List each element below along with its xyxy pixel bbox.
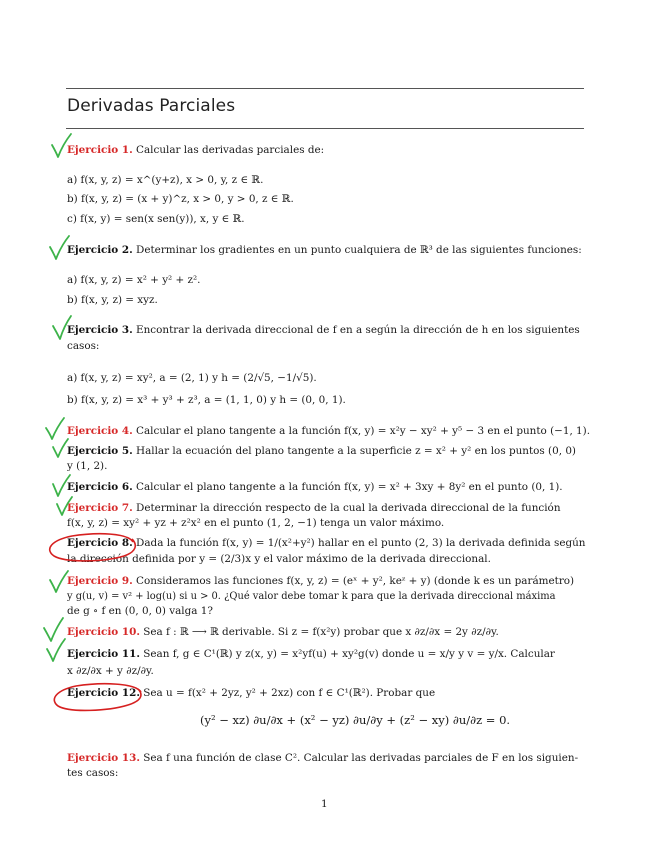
exercise-3-text-2: casos: [67, 340, 100, 352]
exercise-12-text: Sea u = f(x² + 2yz, y² + 2xz) con f ∈ C¹(ℝ²). Probar que [143, 687, 436, 699]
exercise-9-label: Ejercicio 9. [67, 575, 133, 587]
exercise-3-item-b: b) f(x, y, z) = x³ + y³ + z³, a = (1, 1, 0) y h = (0, 0, 1). [67, 394, 346, 406]
check-icon-ex3 [53, 316, 71, 339]
check-icon-ex4 [46, 418, 64, 439]
page-title: Derivadas Parciales [67, 96, 236, 116]
check-icon-ex9 [50, 571, 68, 592]
exercise-4-label: Ejercicio 4. [67, 425, 133, 437]
exercise-9-text-2: y g(u, v) = v² + log(u) si u > 0. ¿Qué valor debe tomar k para que la derivada direccional máxima [67, 591, 556, 602]
page-number: 1 [321, 798, 328, 810]
exercise-3-text-1: Encontrar la derivada direccional de f en a según la dirección de h en los siguientes [136, 324, 580, 336]
check-icon-ex2 [50, 236, 69, 259]
exercise-3-item-a: a) f(x, y, z) = xy², a = (2, 1) y h = (2/√5, −1/√5). [67, 372, 317, 384]
exercise-7-text-2: f(x, y, z) = xy² + yz + z²x² en el punto (1, 2, −1) tenga un valor máximo. [67, 517, 445, 529]
exercise-12-label: Ejercicio 12. [67, 687, 140, 699]
check-icon-ex11 [47, 639, 65, 661]
exercise-11-label: Ejercicio 11. [67, 648, 140, 660]
exercise-4-text: Calcular el plano tangente a la función f(x, y) = x²y − xy² + y⁵ − 3 en el punto (−1, 1). [136, 425, 591, 437]
exercise-11-text-1: Sean f, g ∈ C¹(ℝ) y z(x, y) = x²yf(u) + xy²g(v) donde u = x/y y v = y/x. Calcular [143, 648, 555, 660]
exercise-1-item-b: b) f(x, y, z) = (x + y)^z, x > 0, y > 0, z ∈ ℝ. [67, 193, 294, 205]
exercise-5-text-1: Hallar la ecuación del plano tangente a la superficie z = x² + y² en los puntos (0, 0) [136, 445, 576, 457]
check-icon-ex10 [44, 618, 63, 641]
check-icon-ex7 [57, 497, 72, 515]
exercise-1-item-c: c) f(x, y) = sen(x sen(y)), x, y ∈ ℝ. [67, 213, 245, 225]
exercise-8-text-1: Dada la función f(x, y) = 1/(x²+y²) hallar en el punto (2, 3) la derivada definida según [136, 537, 586, 549]
exercise-1-label: Ejercicio 1. [67, 144, 133, 156]
check-icon-ex6 [53, 475, 70, 496]
circle-icon-ex12 [54, 684, 141, 711]
exercise-6-text: Calcular el plano tangente a la función f(x, y) = x² + 3xy + 8y² en el punto (0, 1). [136, 481, 563, 493]
exercise-7-text-1: Determinar la dirección respecto de la cual la derivada direccional de la función [136, 502, 561, 514]
exercise-9-text-1: Consideramos las funciones f(x, y, z) = (eˣ + y², keᶻ + y) (donde k es un parámetro) [136, 575, 575, 587]
exercise-2-item-a: a) f(x, y, z) = x² + y² + z². [67, 274, 201, 286]
exercise-5-text-2: y (1, 2). [67, 460, 108, 472]
exercise-7-label: Ejercicio 7. [67, 502, 133, 514]
exercise-10-label: Ejercicio 10. [67, 626, 140, 638]
check-icon-ex5 [53, 439, 68, 457]
exercise-8-text-2: la dirección definida por y = (2/3)x y el valor máximo de la derivada direccional. [67, 553, 491, 565]
exercise-12-equation: (y² − xz) ∂u/∂x + (x² − yz) ∂u/∂y + (z² − xy) ∂u/∂z = 0. [200, 713, 511, 727]
exercise-2-item-b: b) f(x, y, z) = xyz. [67, 294, 158, 306]
circle-icon-ex8 [50, 534, 136, 561]
exercise-13-label: Ejercicio 13. [67, 752, 140, 764]
exercise-5-label: Ejercicio 5. [67, 445, 133, 457]
exercise-10-text: Sea f : ℝ ⟶ ℝ derivable. Si z = f(x²y) probar que x ∂z/∂x = 2y ∂z/∂y. [143, 626, 499, 638]
exercise-2-label: Ejercicio 2. [67, 244, 133, 256]
exercise-3-label: Ejercicio 3. [67, 324, 133, 336]
exercise-1-item-a: a) f(x, y, z) = x^(y+z), x > 0, y, z ∈ ℝ. [67, 174, 264, 186]
exercise-8-label: Ejercicio 8. [67, 537, 133, 549]
exercise-2-text: Determinar los gradientes en un punto cualquiera de ℝ³ de las siguientes funciones: [136, 244, 582, 256]
exercise-13-text-2: tes casos: [67, 767, 119, 779]
exercise-1-text: Calcular las derivadas parciales de: [136, 144, 325, 156]
exercise-9-text-3: de g ∘ f en (0, 0, 0) valga 1? [67, 605, 213, 617]
check-icon-ex1 [52, 134, 71, 157]
exercise-13-text-1: Sea f una función de clase C². Calcular las derivadas parciales de F en los siguien- [143, 752, 579, 764]
exercise-11-text-2: x ∂z/∂x + y ∂z/∂y. [67, 665, 154, 677]
exercise-6-label: Ejercicio 6. [67, 481, 133, 493]
